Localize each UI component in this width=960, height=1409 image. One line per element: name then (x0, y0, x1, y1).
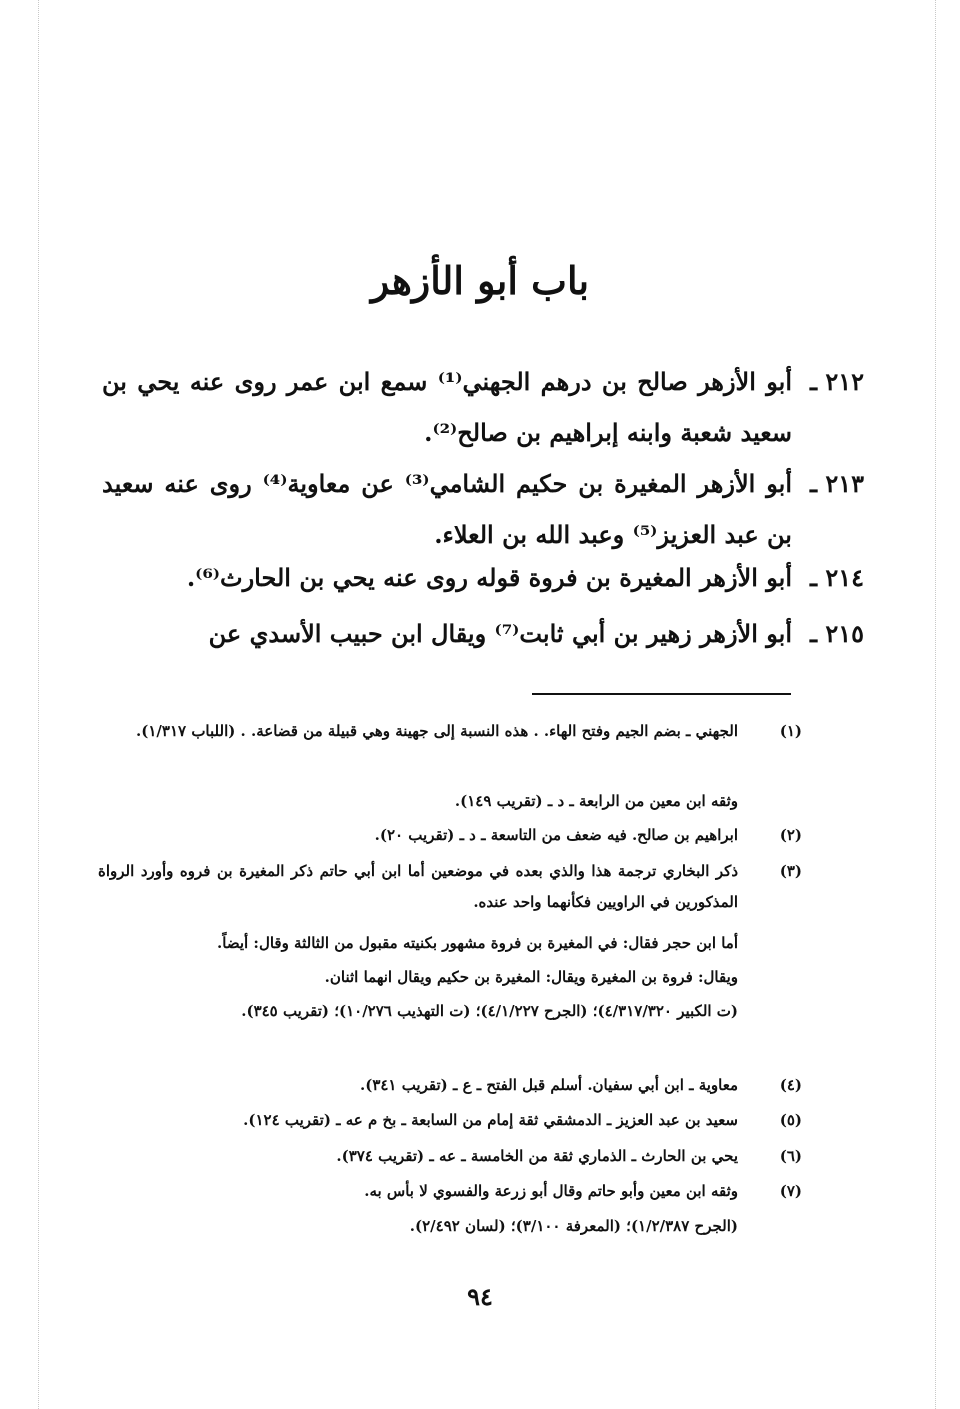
footnote-number: (٤) (779, 1076, 802, 1094)
footnote-text: ذكر البخاري ترجمة هذا والذي بعده في موضعين أما ابن أبي حاتم ذكر المغيرة بن فروه وأورد الرواة المذكورين في الراويين فكأنهما واحد عنده. (98, 862, 738, 911)
page-number: ٩٤ (467, 1282, 493, 1311)
footnote-number: (٢) (779, 826, 802, 844)
entry-number: ٢١٢ ـ (809, 367, 864, 396)
footnote-text: يحي بن الحارث ـ الذماري ثقة من الخامسة ـ عه ـ (تقريب ٣٧٤). (336, 1147, 738, 1165)
footnote-number: (٣) (779, 862, 802, 880)
footnote-number: (٦) (779, 1147, 802, 1165)
footnote-number: (١) (779, 722, 802, 740)
entry-number: ٢١٥ ـ (809, 619, 864, 648)
scan-margin-line (38, 0, 39, 1409)
entry-text: أبو الأزهر المغيرة بن حكيم الشامي⁽³⁾ عن معاوية⁽⁴⁾ روى عنه سعيد بن عبد العزيز⁽⁵⁾ وعبد الله بن العلاء. (102, 469, 793, 549)
footnote-number: (٥) (779, 1111, 802, 1129)
entry-text: أبو الأزهر صالح بن درهم الجهني⁽¹⁾ سمع ابن عمر روى عنه يحي بن سعيد شعبة وابنه إبراهيم بن صالح⁽²⁾. (102, 367, 792, 447)
footnote-text: الجهني ـ بضم الجيم وفتح الهاء. . هذه النسبة إلى جهينة وهي قبيلة من قضاعة. . (اللباب ١/٣١٧). (136, 722, 738, 740)
footnote-divider (532, 693, 791, 695)
footnote-number: (٧) (779, 1182, 802, 1200)
footnote-text: (الجرح ١/٢/٣٨٧)؛ (المعرفة ٣/١٠٠)؛ (لسان ٢/٤٩٢). (409, 1217, 738, 1235)
entry-text: أبو الأزهر زهير بن أبي ثابت⁽⁷⁾ ويقال ابن حبيب الأسدي عن (208, 619, 792, 648)
footnote-text: معاوية ـ ابن أبي سفيان. أسلم قبل الفتح ـ ع ـ (تقريب ٣٤١). (359, 1076, 738, 1094)
scan-margin-line (935, 0, 936, 1409)
footnote-text: (ت الكبير ٤/٣١٧/٣٢٠)؛ (الجرح ٤/١/٢٢٧)؛ (ت التهذيب ١٠/٢٧٦)؛ (تقريب ٣٤٥). (241, 1002, 738, 1020)
entry-number: ٢١٤ ـ (809, 563, 864, 592)
entry-number: ٢١٣ ـ (809, 469, 864, 498)
footnote-text: سعيد بن عبد العزيز ـ الدمشقي ثقة إمام من السابعة ـ بخ م عه ـ (تقريب ١٢٤). (243, 1111, 738, 1129)
footnote-text: وثقه ابن معين من الرابعة ـ د ـ (تقريب ١٤٩). (454, 792, 738, 810)
footnote-text: أما ابن حجر فقال: في المغيرة بن فروة مشهور بكنيته مقبول من الثالثة وقال: أيضاً. (217, 934, 738, 952)
footnote-text: وثقه ابن معين وأبو حاتم وقال أبو زرعة والفسوي لا بأس به. (364, 1182, 738, 1200)
chapter-title: باب أبو الأزهر (370, 258, 590, 303)
entry-text: أبو الأزهر المغيرة بن فروة قوله روى عنه يحي بن الحارث⁽⁶⁾. (186, 563, 792, 592)
footnote-text: ويقال: فروة بن المغيرة ويقال: المغيرة بن حكيم ويقال انهما اثنان. (324, 968, 738, 986)
footnote-text: ابراهيم بن صالح. فيه ضعف من التاسعة ـ د ـ (تقريب ٢٠). (374, 826, 738, 844)
